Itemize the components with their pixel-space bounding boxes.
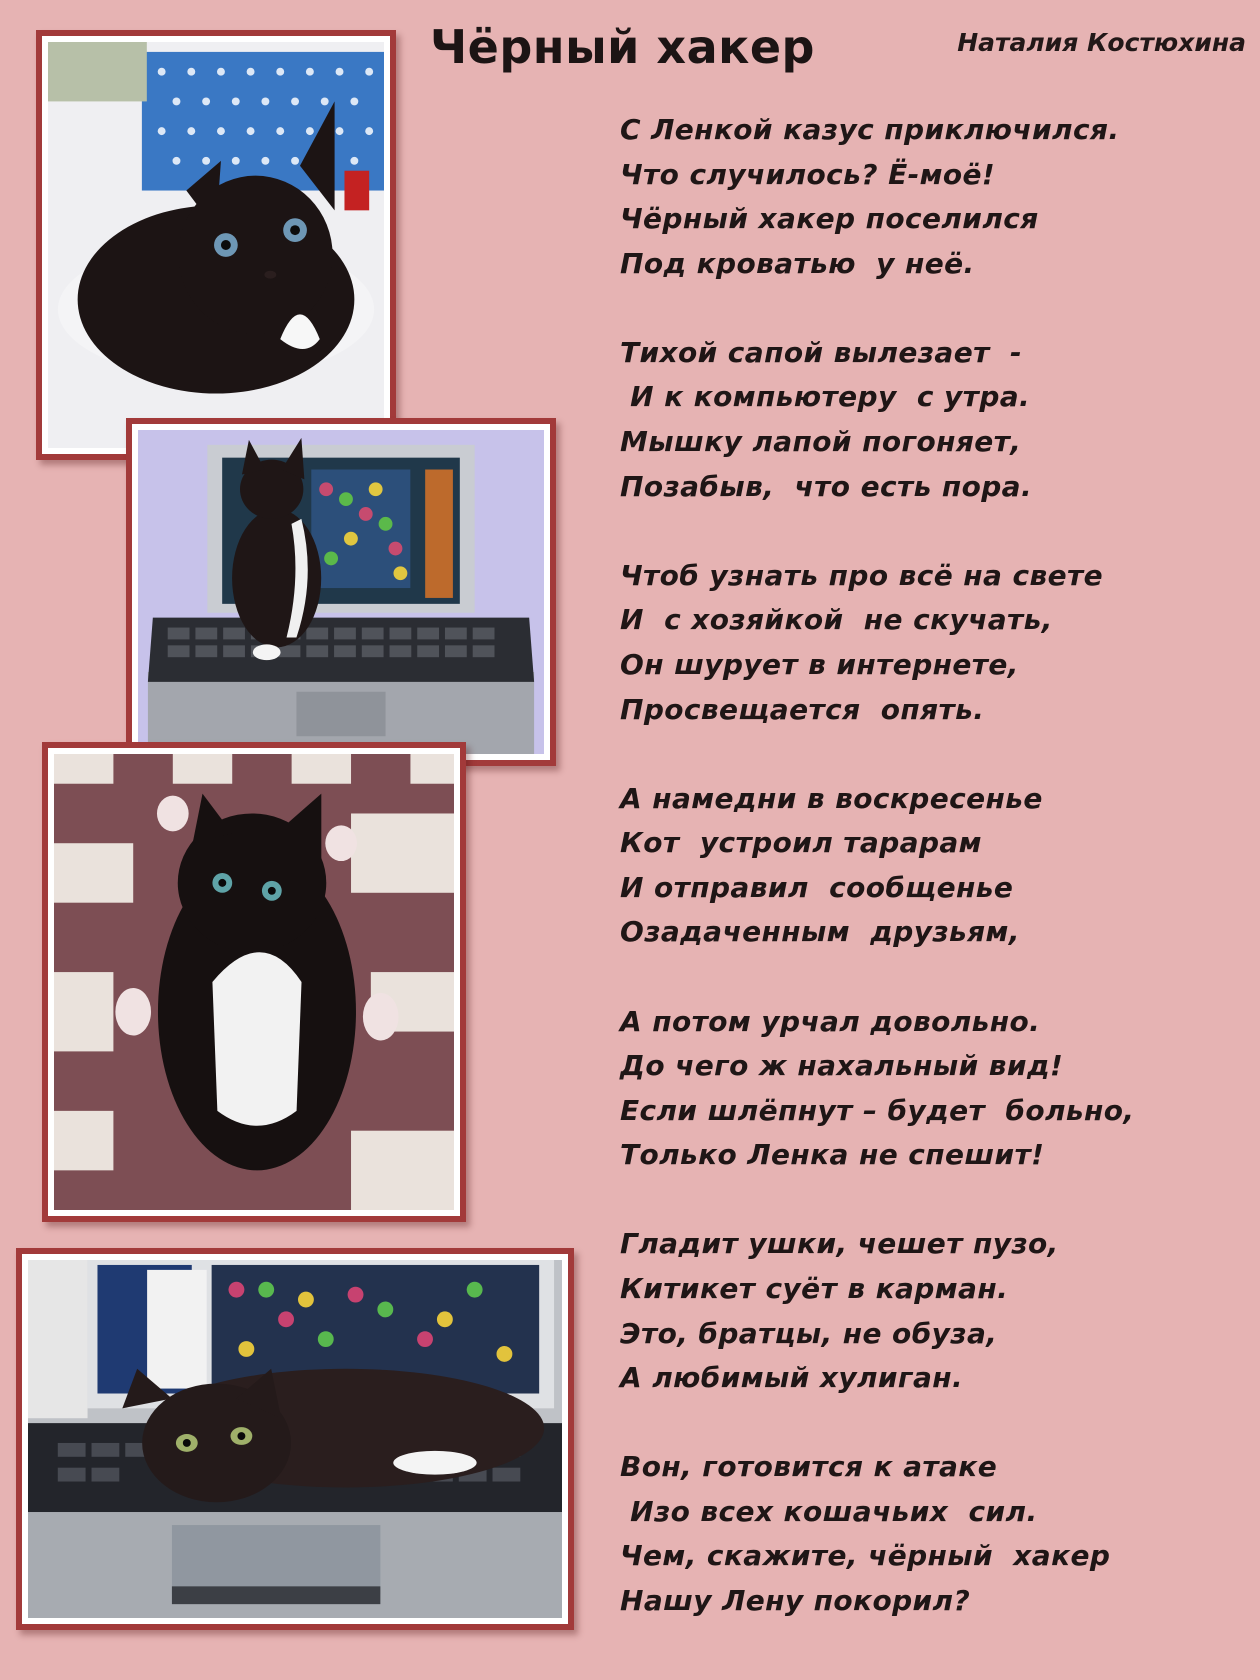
author-name: Наталия Костюхина [957,28,1246,57]
poem-line: А намедни в воскресенье [620,781,1043,815]
poem-line: Китикет суёт в карман. [620,1271,1009,1305]
poem-line: Под кроватью у неё. [620,246,975,280]
poem-line: Это, братцы, не обуза, [620,1316,998,1350]
poem-title: Чёрный хакер [430,20,815,74]
stanza-2 [620,331,1240,509]
kitten-on-back-photo [42,742,466,1222]
poem-line: Чтоб узнать про всё на свете [620,558,1103,592]
poem-line: Что случилось? Ё-моё! [620,157,996,191]
poem-line: Позабыв, что есть пора. [620,469,1033,503]
poem-line: Просвещается опять. [620,692,985,726]
poem-line: Озадаченным друзьям, [620,915,1020,949]
poem-line: До чего ж нахальный вид! [620,1049,1064,1083]
poem-line: Нашу Лену покорил? [620,1584,971,1618]
kitten-on-blanket-photo [36,30,396,460]
poem-line: Он шурует в интернете, [620,647,1019,681]
poem-line: А потом урчал довольно. [620,1004,1041,1038]
poem-line: С Ленкой казус приключился. [620,113,1120,146]
poem-text [620,108,1240,1668]
poem-line: Тихой сапой вылезает - [620,335,1023,369]
poem-line: Мышку лапой погоняет, [620,425,1022,459]
poem-line: Только Ленка не спешит! [620,1138,1045,1172]
poem-line: И к компьютеру с утра. [620,380,1031,414]
kitten-on-keyboard-photo [16,1248,574,1630]
stanza-4 [620,777,1240,955]
poem-line: И с хозяйкой не скучать, [620,603,1053,637]
poem-line: Если шлёпнут – будет больно, [620,1093,1135,1127]
stanza-3 [620,554,1240,732]
poem-line: Изо всех кошачьих сил. [620,1494,1038,1528]
poem-line: Кот устроил тарарам [620,826,982,860]
poem-line: Гладит ушки, чешет пузо, [620,1227,1059,1261]
kitten-at-laptop-photo [126,418,556,766]
stanza-7 [620,1445,1240,1623]
poem-line: И отправил сообщенье [620,870,1014,904]
stanza-5 [620,1000,1240,1178]
stanza-6 [620,1222,1240,1400]
poem-line: Чёрный хакер поселился [620,202,1039,236]
poem-line: Чем, скажите, чёрный хакер [620,1539,1111,1573]
poem-line: Вон, готовится к атаке [620,1450,998,1484]
poem-line: А любимый хулиган. [620,1361,964,1395]
stanza-1 [620,108,1240,286]
